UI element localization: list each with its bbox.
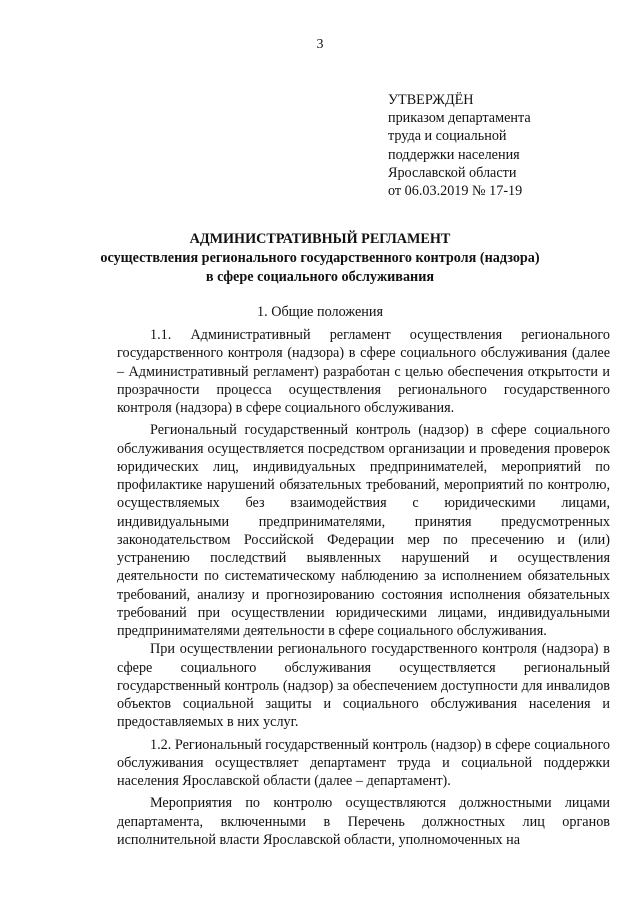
- paragraph: 1.1. Административный регламент осуществления регионального государственного контроля (надзора) в сфере социального обслуживания (далее – Административный регламент) разработан с целью обеспечения открытости и прозрачности процесса осуществления регионального государственного контроля (надзора) в сфере социального обслуживания.: [117, 327, 610, 416]
- approval-line: поддержки населения: [388, 146, 520, 163]
- title-line-3: в сфере социального обслуживания: [205, 269, 435, 285]
- paragraph: 1.2. Региональный государственный контроль (надзор) в сфере социального обслуживания осуществляет департамент труда и социальной поддержки населения Ярославской области (далее – департамент).: [117, 736, 610, 789]
- paragraph: При осуществлении регионального государственного контроля (надзора) в сфере социального обслуживания осуществляется региональный государственный контроль (надзор) за обеспечением доступности для инвалидов объектов социальной защиты и социального обслуживания населения и предоставляемых в них услуг.: [117, 641, 610, 731]
- approval-line: от 06.03.2019 № 17-19: [388, 183, 523, 200]
- paragraph: Мероприятия по контролю осуществляются должностными лицами департамента, включенными в Перечень должностных лиц органов исполнительной власти Ярославской области, уполномоченных на: [117, 795, 610, 848]
- approval-line: приказом департамента: [388, 110, 531, 127]
- approval-line: УТВЕРЖДЁН: [388, 92, 474, 108]
- document-title: [0, 230, 640, 287]
- title-line-2: осуществления регионального государственного контроля (надзора): [100, 250, 540, 266]
- title-line-1: АДМИНИСТРАТИВНЫЙ РЕГЛАМЕНТ: [189, 231, 451, 247]
- document-body: [117, 326, 610, 849]
- approval-stamp: [388, 91, 531, 200]
- section-heading: 1. Общие положения: [257, 304, 383, 320]
- paragraph: Региональный государственный контроль (надзор) в сфере социального обслуживания осуществляется посредством организации и проведения проверок юридических лиц, индивидуальных предпринимателей, мероприятий по профилактике нарушений обязательных требований, мероприятий по контролю, осуществляемых без взаимодействия с юридическими лицами, индивидуальными предпринимателями, принятия предусмотренных законодательством Российской Федерации мер по пресечению и (или) устранению последствий выявленных нарушений и осуществления деятельности по систематическому наблюдению за исполнением обязательных требований, анализу и прогнозированию состояния исполнения обязательных требований при осуществлении юридическими лицами, индивидуальными предпринимателями деятельности в сфере социального обслуживания.: [117, 422, 610, 639]
- approval-line: труда и социальной: [388, 128, 507, 145]
- approval-line: Ярославской области: [388, 164, 517, 181]
- page-number: 3: [316, 37, 324, 52]
